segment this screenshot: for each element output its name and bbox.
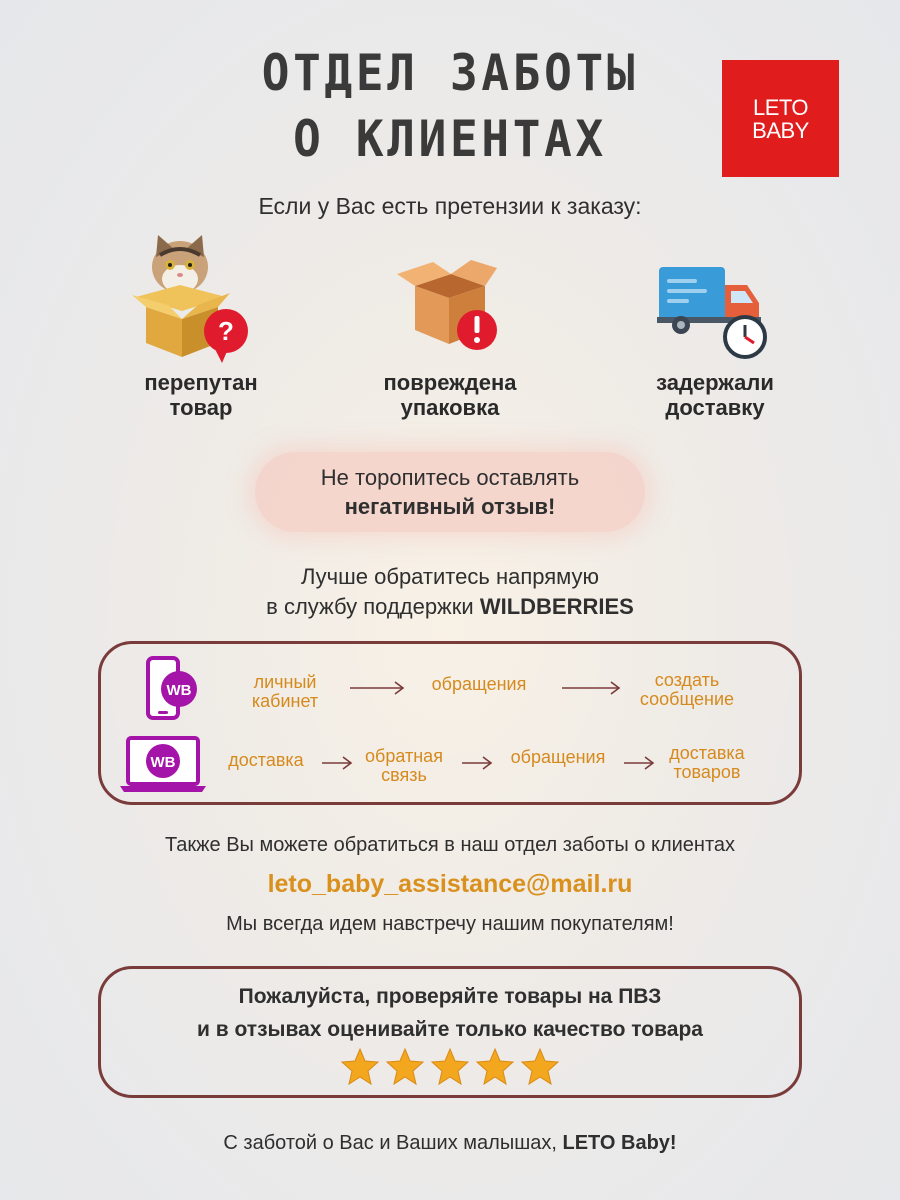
wb-badge-text: WB <box>150 754 176 771</box>
customer-promise-text: Мы всегда идем навстречу нашим покупателям! <box>226 913 674 935</box>
arrow-icon <box>322 755 354 771</box>
laptop-step-4: доставка товаров <box>669 743 745 782</box>
laptop-step-2: обратная связь <box>365 746 443 785</box>
intro-text: Если у Вас есть претензии к заказу: <box>258 193 642 219</box>
star-icon <box>475 1047 515 1087</box>
star-icon <box>430 1047 470 1087</box>
leto-baby-logo <box>722 60 839 177</box>
support-recommendation: Лучше обратитесь напрямую в службу поддержки WILDBERRIES <box>266 564 634 619</box>
laptop-step-1: доставка <box>228 750 304 770</box>
rating-stars <box>340 1047 560 1087</box>
logo-line-2: BABY <box>752 117 809 143</box>
title-line-1: ОТДЕЛ ЗАБОТЫ <box>261 44 639 102</box>
star-icon <box>385 1047 425 1087</box>
phone-wb-icon <box>146 656 198 722</box>
arrow-icon <box>562 680 622 696</box>
phone-step-2: обращения <box>431 674 527 694</box>
logo-line-1: LETO <box>752 94 809 120</box>
cat-box-question-icon <box>130 235 255 365</box>
phone-step-3: создать сообщение <box>639 670 735 709</box>
wb-badge-text: WB <box>166 682 192 699</box>
warning-note: Не торопитесь оставлять негативный отзыв! <box>255 452 645 532</box>
box-warning-icon <box>393 258 503 353</box>
truck-clock-icon <box>655 265 780 360</box>
footer-signature: С заботой о Вас и Ваших малышах, LETO Baby! <box>223 1132 677 1154</box>
check-reminder-text: Пожалуйста, проверяйте товары на ПВЗ и в отзывах оценивайте только качество товара <box>197 985 703 1041</box>
arrow-icon <box>462 755 494 771</box>
problem-label-delayed-delivery: задержали доставку <box>656 370 774 420</box>
title-line-2: О КЛИЕНТАХ <box>293 110 607 168</box>
laptop-step-3: обращения <box>510 747 606 767</box>
laptop-wb-icon <box>120 736 206 794</box>
also-contact-text: Также Вы можете обратиться в наш отдел заботы о клиентах <box>164 834 736 856</box>
phone-step-1: личный кабинет <box>251 672 319 711</box>
star-icon <box>340 1047 380 1087</box>
support-email-link[interactable]: leto_baby_assistance@mail.ru <box>267 870 633 898</box>
problem-label-damaged-package: повреждена упаковка <box>383 370 517 420</box>
star-icon <box>520 1047 560 1087</box>
problem-label-mixed-item: перепутан товар <box>144 370 258 420</box>
svg-text:?: ? <box>218 316 234 346</box>
arrow-icon <box>350 680 406 696</box>
